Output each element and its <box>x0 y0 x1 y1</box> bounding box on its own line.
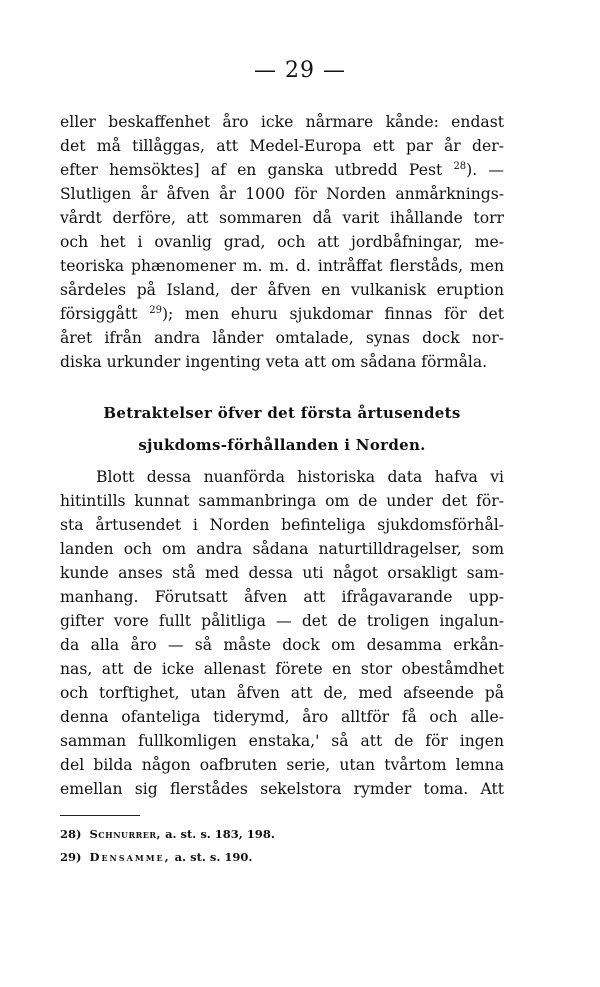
footnote-number: 29) <box>60 850 82 864</box>
heading-line: sjukdoms-förhållanden i Norden. <box>138 436 426 454</box>
footnote-author: Schnurrer, <box>89 827 162 841</box>
text-fragment: ). — <box>466 161 504 179</box>
text-line <box>60 302 504 326</box>
text-line: da alla åro — så måste dock om desamma erkån- <box>60 636 504 654</box>
text-line: året ifrån andra lånder omtalade, synas dock nor- <box>60 329 504 347</box>
text-line: Blott dessa nuanförda historiska data hafva vi <box>96 468 504 486</box>
footnote-reference: a. st. s. 183, 198. <box>165 827 275 841</box>
paragraph-continued <box>60 110 504 374</box>
text-line: vårdt derföre, att sommaren då varit ihållande torr <box>60 209 504 227</box>
footnote-author: Densamme, <box>89 850 171 864</box>
section-heading <box>60 398 504 462</box>
page-number: — 29 — <box>254 58 346 83</box>
footnote-ref-28: 28 <box>453 161 467 172</box>
footnote-number: 28) <box>60 827 82 841</box>
text-fragment: efter hemsöktes] af en ganska utbredd Pest <box>60 161 443 179</box>
text-line: nas, att de icke allenast förete en stor obeståmdhet <box>60 660 504 678</box>
text-line: Slutligen år åfven år 1000 för Norden anmårknings- <box>60 185 504 203</box>
text-line: teoriska phænomener m. m. d. intråffat flerståds, men <box>60 257 504 275</box>
text-fragment: försiggått <box>60 305 138 323</box>
text-line: diska urkunder ingenting veta att om sådana förmåla. <box>60 353 488 371</box>
text-line: landen och om andra sådana naturtilldragelser, som <box>60 540 504 558</box>
text-line: del bilda någon oafbruten serie, utan tvårtom lemna <box>60 756 504 774</box>
text-line: och torftighet, utan åfven att de, med afseende på <box>60 684 504 702</box>
text-line: hitintills kunnat sammanbringa om de under det för- <box>60 492 504 510</box>
text-line: sårdeles på Island, der åfven en vulkanisk eruption <box>60 281 504 299</box>
text-line: det må tillåggas, att Medel-Europa ett par år der- <box>60 137 504 155</box>
footnote-reference: a. st. s. 190. <box>174 850 253 864</box>
text-fragment: ); men ehuru sjukdomar finnas för det <box>161 305 504 323</box>
heading-line: Betraktelser öfver det första årtusendets <box>103 404 461 422</box>
text-line: gifter vore fullt pålitliga — det de troligen ingalun- <box>60 612 504 630</box>
text-line: manhang. Förutsatt åfven att ifrågavarande upp- <box>60 588 504 606</box>
footnote-ref-29: 29 <box>149 305 162 316</box>
text-line: och het i ovanlig grad, och att jordbåfningar, me- <box>60 233 504 251</box>
text-line <box>60 158 504 182</box>
footnote-28 <box>60 823 504 846</box>
footnote-29 <box>60 846 504 869</box>
body-paragraph <box>60 465 504 801</box>
text-line: eller beskaffenhet åro icke nårmare kånde: endast <box>60 113 504 131</box>
text-line: samman fullkomligen enstaka,' så att de för ingen <box>60 732 504 750</box>
text-line: denna ofanteliga tiderymd, åro alltför få och alle- <box>60 708 504 726</box>
footnote-divider <box>60 815 140 816</box>
text-line: kunde anses stå med dessa uti något orsakligt sam- <box>60 564 504 582</box>
text-line: emellan sig flerstådes sekelstora rymder toma. Att <box>60 780 504 798</box>
text-line: sta årtusendet i Norden befinteliga sjukdomsförhål- <box>60 516 504 534</box>
footnotes <box>60 823 504 869</box>
